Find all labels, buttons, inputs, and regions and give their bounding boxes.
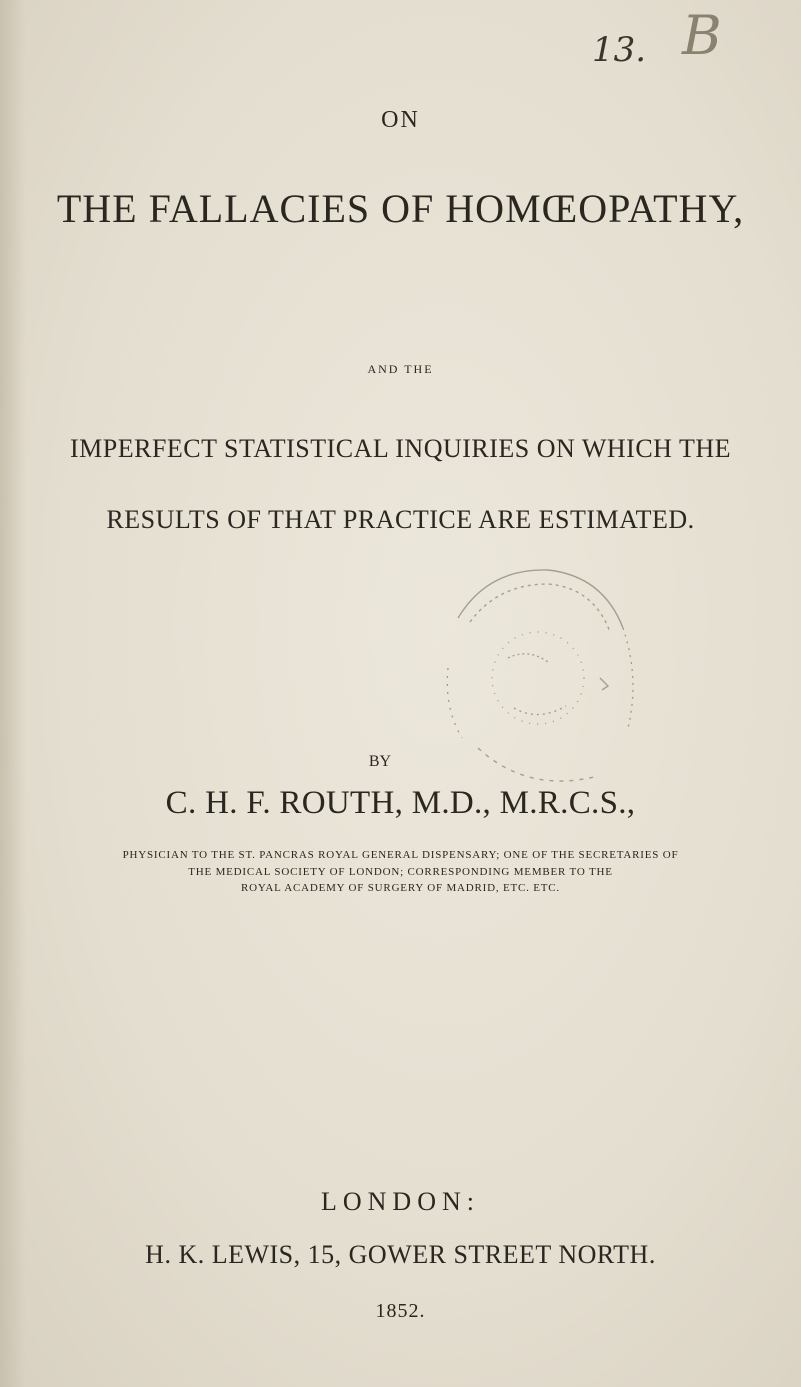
handwritten-shelf-mark: 13.	[592, 30, 647, 70]
publication-year: 1852.	[375, 1300, 426, 1322]
publisher-imprint: H. K. LEWIS, 15, GOWER STREET NORTH.	[145, 1240, 656, 1269]
author-credentials-line-1: PHYSICIAN TO THE ST. PANCRAS ROYAL GENERAL DISPENSARY; ONE OF THE SECRETARIES OF	[122, 849, 679, 861]
title-conjunction: AND THE	[367, 362, 434, 376]
main-title: THE FALLACIES OF HOMŒOPATHY,	[56, 186, 745, 231]
subtitle-line-1: IMPERFECT STATISTICAL INQUIRIES ON WHICH THE	[69, 434, 732, 463]
author-credentials-line-3: ROYAL ACADEMY OF SURGERY OF MADRID, ETC. ETC.	[241, 882, 560, 894]
subtitle-line-2: RESULTS OF THAT PRACTICE ARE ESTIMATED.	[106, 505, 695, 534]
author-credentials-line-2: THE MEDICAL SOCIETY OF LONDON; CORRESPONDING MEMBER TO THE	[188, 866, 613, 878]
title-preposition: ON	[381, 107, 420, 133]
author-name: C. H. F. ROUTH, M.D., M.R.C.S.,	[165, 785, 636, 821]
byline-label: BY	[368, 753, 392, 770]
publication-place: LONDON:	[321, 1187, 480, 1216]
handwritten-corner-mark: B	[682, 4, 722, 67]
library-stamp-icon	[418, 548, 648, 794]
